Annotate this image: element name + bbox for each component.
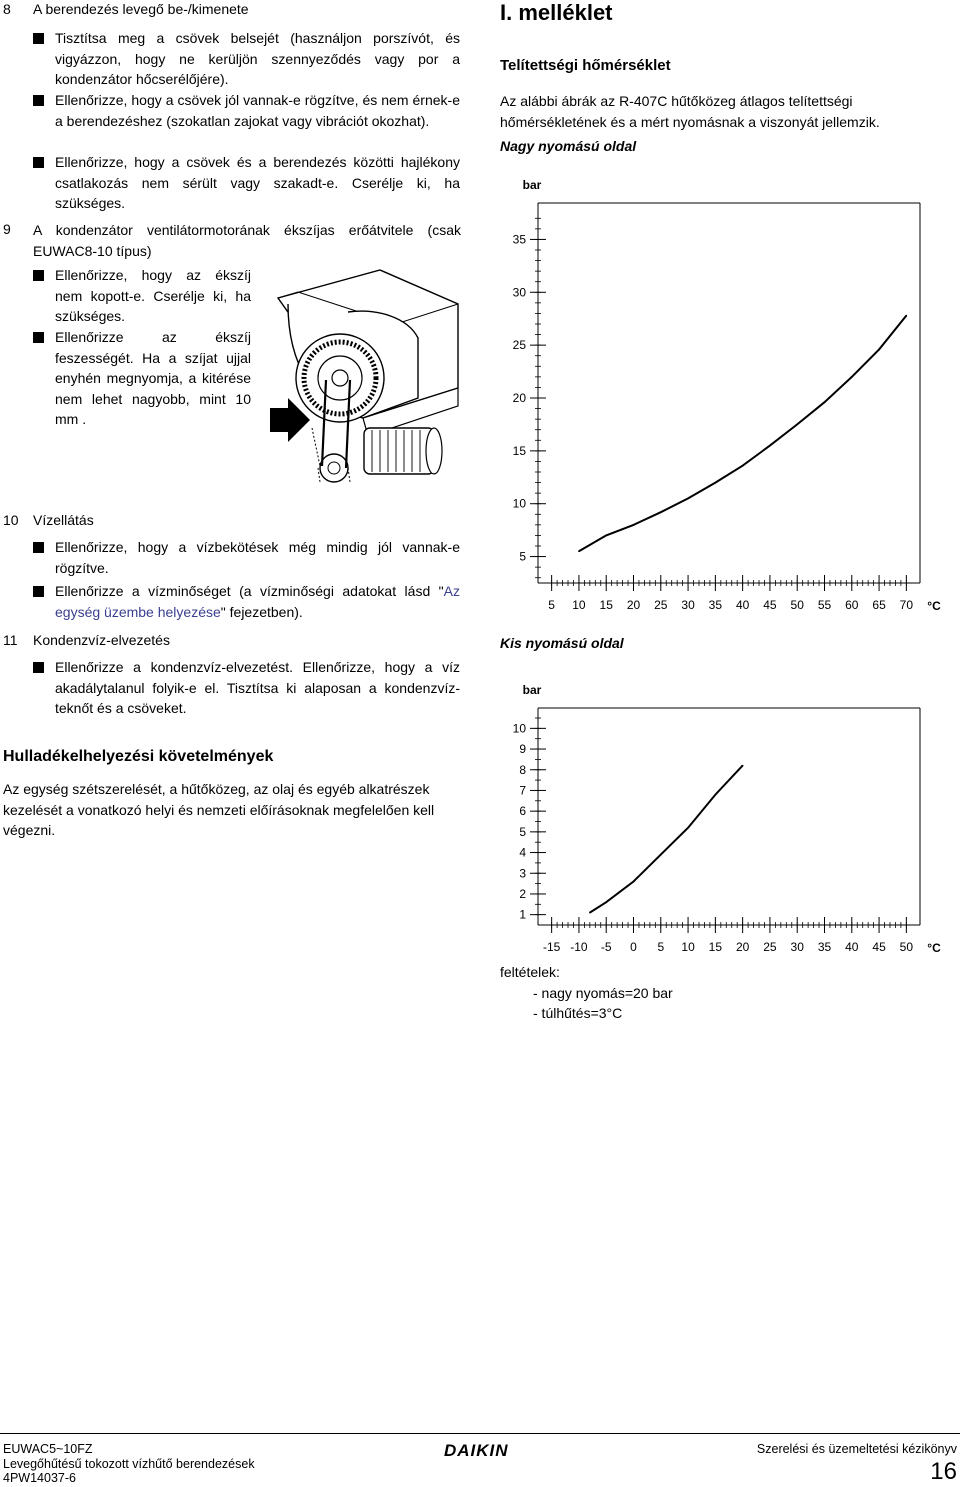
saturation-curve (590, 766, 743, 913)
x-axis-label: °C (927, 941, 941, 955)
y-tick-label: 7 (519, 783, 526, 798)
page-number: 16 (930, 1458, 957, 1485)
data-point (605, 535, 607, 537)
bullet-icon (33, 33, 44, 44)
x-tick-label: 50 (899, 940, 914, 954)
y-tick-label: 9 (519, 742, 526, 757)
section-10-number: 10 (3, 512, 19, 528)
x-tick-label: 20 (735, 940, 750, 954)
section-10-bullet-2 (55, 581, 460, 622)
waste-heading: Hulladékelhelyezési követelmények (3, 748, 274, 765)
section-9-bullet-2: Ellenőrizze az ékszíj feszességét. Ha a szíjat ujjal enyhén megnyomja, a kitérése nem lehet nagyobb, mint 10 mm . (55, 329, 251, 427)
x-tick-label: 70 (899, 598, 914, 610)
section-8-title: A berendezés levegő be-/kimenete (33, 1, 249, 17)
y-tick-label: 8 (519, 762, 526, 777)
annex-intro: Az alábbi ábrák az R-407C hűtőközeg átlagos telítettségi hőmérsékletének és a mért nyomásnak a viszonyát jellemzik. (500, 93, 880, 130)
x-tick-label: 35 (708, 598, 723, 610)
data-point (796, 424, 798, 426)
x-tick-label: 30 (681, 598, 695, 610)
y-tick-label: 2 (519, 886, 526, 901)
y-tick-label: 20 (512, 391, 526, 405)
x-axis-label: °C (927, 599, 941, 610)
data-point (589, 912, 591, 914)
x-tick-label: 10 (681, 940, 695, 954)
section-10-bullet-2-text: Ellenőrizze a vízminőséget (a vízminőségi adatokat lásd " (55, 583, 444, 599)
y-tick-label: 25 (512, 338, 526, 353)
data-point (742, 465, 744, 467)
x-tick-label: 65 (872, 598, 886, 610)
y-tick-label: 4 (519, 845, 526, 860)
data-point (687, 498, 689, 500)
section-11-bullet-1: Ellenőrizze a kondenzvíz-elvezetést. Ellenőrizze, hogy a víz akadálytalanul folyik-e el. Tisztítsa ki alaposan a kondenzvíz-teknőt és a csöveket. (55, 659, 460, 716)
data-point (687, 827, 689, 829)
fan-belt-drive-illustration (268, 268, 462, 496)
y-tick-label: 35 (512, 232, 526, 247)
bullet-icon (33, 95, 44, 106)
data-point (742, 765, 744, 767)
x-tick-label: 35 (817, 940, 832, 954)
link-unit-commissioning[interactable]: Az egység üzembe helyezése (55, 583, 460, 620)
x-tick-label: 40 (845, 940, 859, 954)
data-point (878, 349, 880, 351)
x-tick-label: 5 (548, 598, 555, 610)
x-tick-label: 15 (708, 940, 723, 954)
x-tick-label: 40 (735, 598, 750, 610)
section-8-bullet-3: Ellenőrizze, hogy a csövek és a berendezés közötti hajlékony csatlakozás nem sérült vagy szakadt-e. Cserélje ki, ha szükséges. (55, 154, 460, 211)
x-tick-label: 30 (790, 940, 804, 954)
y-tick-label: 3 (519, 866, 526, 881)
saturation-curve (579, 316, 907, 552)
x-tick-label: 50 (790, 598, 804, 610)
x-tick-label: 5 (657, 940, 665, 954)
section-10-bullet-2-text-end: " fejezetben). (220, 603, 303, 620)
y-axis-label: bar (522, 683, 542, 697)
data-point (715, 794, 717, 796)
high-pressure-label: Nagy nyomású oldal (500, 138, 637, 154)
y-tick-label: 30 (512, 285, 526, 300)
x-tick-label: 0 (630, 940, 637, 954)
data-point (824, 401, 826, 403)
high-pressure-chart (500, 178, 950, 610)
condition-1: - nagy nyomás=20 bar (533, 985, 673, 1001)
y-tick-label: 1 (519, 907, 526, 922)
low-pressure-chart (500, 673, 950, 958)
x-tick-label: 15 (599, 598, 613, 610)
x-tick-label: -5 (600, 940, 612, 954)
data-point (715, 482, 717, 484)
y-tick-label: 5 (519, 824, 526, 839)
section-10-title: Vízellátás (33, 512, 94, 528)
data-point (851, 376, 853, 378)
footer-rule (0, 1433, 960, 1434)
x-tick-label: 10 (572, 598, 586, 610)
x-tick-label: -10 (570, 940, 588, 954)
bullet-icon (33, 157, 44, 168)
data-point (769, 445, 771, 447)
x-tick-label: -15 (542, 940, 561, 954)
y-axis-label: bar (522, 178, 542, 192)
section-9-title: A kondenzátor ventilátormotorának ékszíjas erőátvitele (csak EUWAC8-10 típus) (33, 222, 461, 259)
conditions-title: feltételek: (500, 964, 560, 980)
low-pressure-label: Kis nyomású oldal (500, 635, 624, 651)
section-11-title: Kondenzvíz-elvezetés (33, 632, 170, 648)
data-point (633, 881, 635, 883)
x-tick-label: 25 (654, 598, 668, 610)
footer-model: EUWAC5~10FZ (3, 1442, 93, 1456)
bullet-icon (33, 586, 44, 597)
y-tick-label: 6 (519, 804, 526, 819)
x-tick-label: 55 (817, 598, 832, 610)
waste-text: Az egység szétszerelését, a hűtőközeg, az olaj és egyéb alkatrészek kezelését a vonatkozó helyi és nemzeti előírásoknak megfelelően kell végezni. (3, 781, 435, 838)
section-8-bullet-2: Ellenőrizze, hogy a csövek jól vannak-e rögzítve, és nem érnek-e a berendezéshez (szokatlan zajokat vagy vibrációt okozhat). (55, 92, 460, 129)
x-tick-label: 45 (872, 940, 886, 954)
data-point (906, 315, 908, 317)
footer-doc-id: 4PW14037-6 (3, 1471, 76, 1485)
section-8-number: 8 (3, 1, 11, 17)
footer-manual: Szerelési és üzemeltetési kézikönyv (756, 1442, 957, 1456)
x-tick-label: 45 (763, 598, 777, 610)
x-tick-label: 25 (763, 940, 777, 954)
bullet-icon (33, 662, 44, 673)
data-point (605, 901, 607, 903)
section-9-bullet-1: Ellenőrizze, hogy az ékszíj nem kopott-e. Cserélje ki, ha szükséges. (55, 267, 251, 324)
footer-product: Levegőhűtésű tokozott vízhűtő berendezések (3, 1456, 255, 1471)
y-tick-label: 5 (519, 549, 526, 564)
bullet-icon (33, 542, 44, 553)
x-tick-label: 20 (626, 598, 641, 610)
data-point (578, 550, 580, 552)
section-9-number: 9 (3, 221, 11, 237)
bullet-icon (33, 270, 44, 281)
section-10-bullet-1: Ellenőrizze, hogy a vízbekötések még mindig jól vannak-e rögzítve. (55, 539, 460, 576)
y-tick-label: 15 (512, 443, 526, 458)
annex-title: I. melléklet (500, 0, 613, 25)
footer-left (3, 1442, 255, 1486)
data-point (660, 854, 662, 856)
section-8-bullet-1: Tisztítsa meg a csövek belsejét (használjon porszívót, és vigyázzon, hogy ne kerüljön szennyeződés vagy por a kondenzátor hőcserélőjére). (55, 30, 460, 87)
condition-2: - túlhűtés=3°C (533, 1005, 623, 1021)
bullet-icon (33, 332, 44, 343)
y-tick-label: 10 (512, 496, 526, 511)
daikin-logo: DAIKIN (444, 1441, 509, 1460)
section-11-number: 11 (3, 632, 18, 648)
saturation-heading: Telítettségi hőmérséklet (500, 57, 671, 74)
x-tick-label: 60 (845, 598, 859, 610)
data-point (633, 524, 635, 526)
data-point (660, 511, 662, 513)
y-tick-label: 10 (512, 721, 526, 736)
